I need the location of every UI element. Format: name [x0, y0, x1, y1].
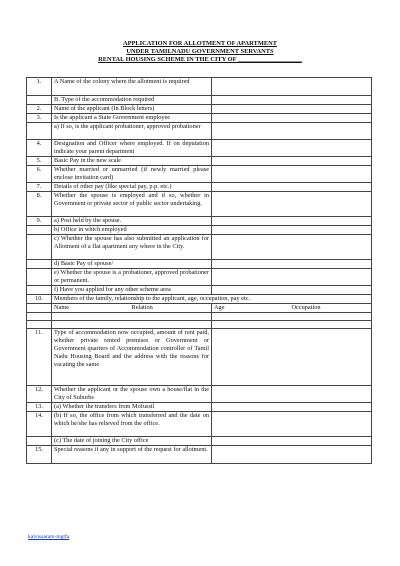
form-row-4	[27, 140, 372, 157]
form-row-14c	[27, 437, 372, 446]
form-row-6	[27, 166, 372, 183]
form-row-11	[27, 329, 372, 386]
form-title-line-2: UNDER TAMILNADU GOVERNMENT SERVANTS	[126, 48, 274, 55]
answer-cell[interactable]	[212, 157, 372, 166]
answer-cell[interactable]	[212, 114, 372, 123]
row-number	[27, 260, 52, 269]
row-question: (b) If so, the office from which transferred and the date on which he/she has relieved from the office.	[52, 412, 212, 437]
row-number	[27, 96, 52, 105]
row-number	[27, 235, 52, 260]
family-entry-cell[interactable]	[52, 313, 212, 321]
form-row-15	[27, 446, 372, 464]
answer-cell[interactable]	[212, 329, 372, 386]
form-row-1a	[27, 78, 372, 96]
answer-cell[interactable]	[212, 183, 372, 192]
form-row-2	[27, 105, 372, 114]
row-question: a) If so, is the applicant probationer, approved probationer	[52, 123, 212, 140]
row-number: 2.	[27, 105, 52, 114]
row-question: b) Office in which employed	[52, 226, 212, 235]
row-number: 4.	[27, 140, 52, 157]
row-number	[27, 226, 52, 235]
answer-cell[interactable]	[212, 235, 372, 260]
family-col-occupation: Occupation	[291, 304, 321, 311]
row-number	[27, 123, 52, 140]
row-question: e) Whether the spouse is a probationer, approved probationer or permanent.	[52, 269, 212, 286]
form-title-line-3: RENTAL HOUSING SCHEME IN THE CITY OF ____________________	[98, 56, 302, 63]
family-col-age: Age	[214, 304, 225, 311]
answer-cell[interactable]	[212, 78, 372, 96]
form-row-9a	[27, 217, 372, 226]
family-col-relation: Relation	[131, 304, 153, 311]
form-row-12	[27, 386, 372, 403]
row-question: Whether married or unmarried (if newly married please enclose invitation card)	[52, 166, 212, 183]
answer-cell[interactable]	[212, 166, 372, 183]
answer-cell[interactable]	[212, 192, 372, 217]
family-entry-row	[27, 313, 372, 321]
form-row-3a	[27, 123, 372, 140]
form-row-5	[27, 157, 372, 166]
row-number: 14.	[27, 412, 52, 437]
row-question: (a) Whether the transfers from Mofussil	[52, 403, 212, 412]
row-question: f) Have you applied for any other scheme area	[52, 286, 212, 295]
form-row-1b	[27, 96, 372, 105]
row-number: 3.	[27, 114, 52, 123]
row-number: 10.	[27, 295, 52, 304]
form-row-9d	[27, 260, 372, 269]
row-question: c) Whether the spouse has also submitted an application for Allotment of a flat apartment any where in the City.	[52, 235, 212, 260]
row-number: 15.	[27, 446, 52, 464]
answer-cell[interactable]	[212, 437, 372, 446]
row-question: Special reasons if any in support of the request for allotment.	[52, 446, 212, 464]
form-row-9c	[27, 235, 372, 260]
answer-cell[interactable]	[212, 123, 372, 140]
answer-cell[interactable]	[212, 217, 372, 226]
family-table-header	[27, 304, 372, 313]
row-number: 9.	[27, 217, 52, 226]
family-entry-cell[interactable]	[212, 321, 372, 329]
form-row-3	[27, 114, 372, 123]
answer-cell[interactable]	[212, 286, 372, 295]
form-row-8	[27, 192, 372, 217]
family-entry-cell[interactable]	[52, 321, 212, 329]
answer-cell[interactable]	[212, 403, 372, 412]
row-number: 6.	[27, 166, 52, 183]
family-entry-row	[27, 321, 372, 329]
row-question: Basic Pay in the new scale	[52, 157, 212, 166]
form-title-line-1: APPLICATION FOR ALLOTMENT OF APARTMENT	[123, 40, 277, 47]
row-question: (c) The date of joining the City office	[52, 437, 212, 446]
row-question: Whether the applicant or the spouse own a house/flat in the City of Suburbs	[52, 386, 212, 403]
row-number: 5.	[27, 157, 52, 166]
row-question: Type of accommodation now occupied, amount of rent paid, whether private rented premises or Government or Government quarters of Accommodation controller of Tamil Nadu Housing Board and the address with the reasons for vacating the same	[52, 329, 212, 386]
row-question: A Name of the colony where the allotment is required	[52, 78, 212, 96]
row-number: 1.	[27, 78, 52, 96]
row-number: 12.	[27, 386, 52, 403]
answer-cell[interactable]	[212, 446, 372, 464]
answer-cell[interactable]	[212, 140, 372, 157]
form-row-10	[27, 295, 372, 304]
answer-cell[interactable]	[212, 412, 372, 437]
row-question: Details of other pay (like special pay, p.p. etc.)	[52, 183, 212, 192]
family-col-name: Name	[54, 304, 70, 311]
row-number	[27, 437, 52, 446]
form-row-7	[27, 183, 372, 192]
row-question: Name of the applicant (In Block letters)	[52, 105, 212, 114]
family-entry-cell[interactable]	[212, 313, 372, 321]
row-number: 8.	[27, 192, 52, 217]
family-members-label: Members of the family, relationship to the applicant, age, occupation, pay etc.	[52, 295, 372, 304]
row-number	[27, 286, 52, 295]
form-row-9b	[27, 226, 372, 235]
row-question: Whether the spouse is employed and if so, whether in Government or private sector of public sector undertaking.	[52, 192, 212, 217]
form-row-14	[27, 412, 372, 437]
row-question: Designation and Officer where employed. If on deputation indicate your parent department	[52, 140, 212, 157]
answer-cell[interactable]	[212, 269, 372, 286]
answer-cell[interactable]	[212, 226, 372, 235]
row-number: 7.	[27, 183, 52, 192]
row-question: Is the applicant a State Government employee	[52, 114, 212, 123]
row-question: d) Basic Pay of spouse/	[52, 260, 212, 269]
row-number	[27, 269, 52, 286]
form-row-13	[27, 403, 372, 412]
row-number: 13.	[27, 403, 52, 412]
row-number: 11.	[27, 329, 52, 386]
footer-link[interactable]: kalvisaaram-tngtfa	[28, 534, 70, 540]
answer-cell[interactable]	[212, 386, 372, 403]
form-row-9f	[27, 286, 372, 295]
row-question: a) Post held by the spouse.	[52, 217, 212, 226]
answer-cell[interactable]	[212, 260, 372, 269]
answer-cell[interactable]	[212, 105, 372, 114]
form-row-9e	[27, 269, 372, 286]
application-form-table	[26, 77, 372, 464]
row-question: B. Type of the accommodation required	[52, 96, 212, 105]
answer-cell[interactable]	[212, 96, 372, 105]
